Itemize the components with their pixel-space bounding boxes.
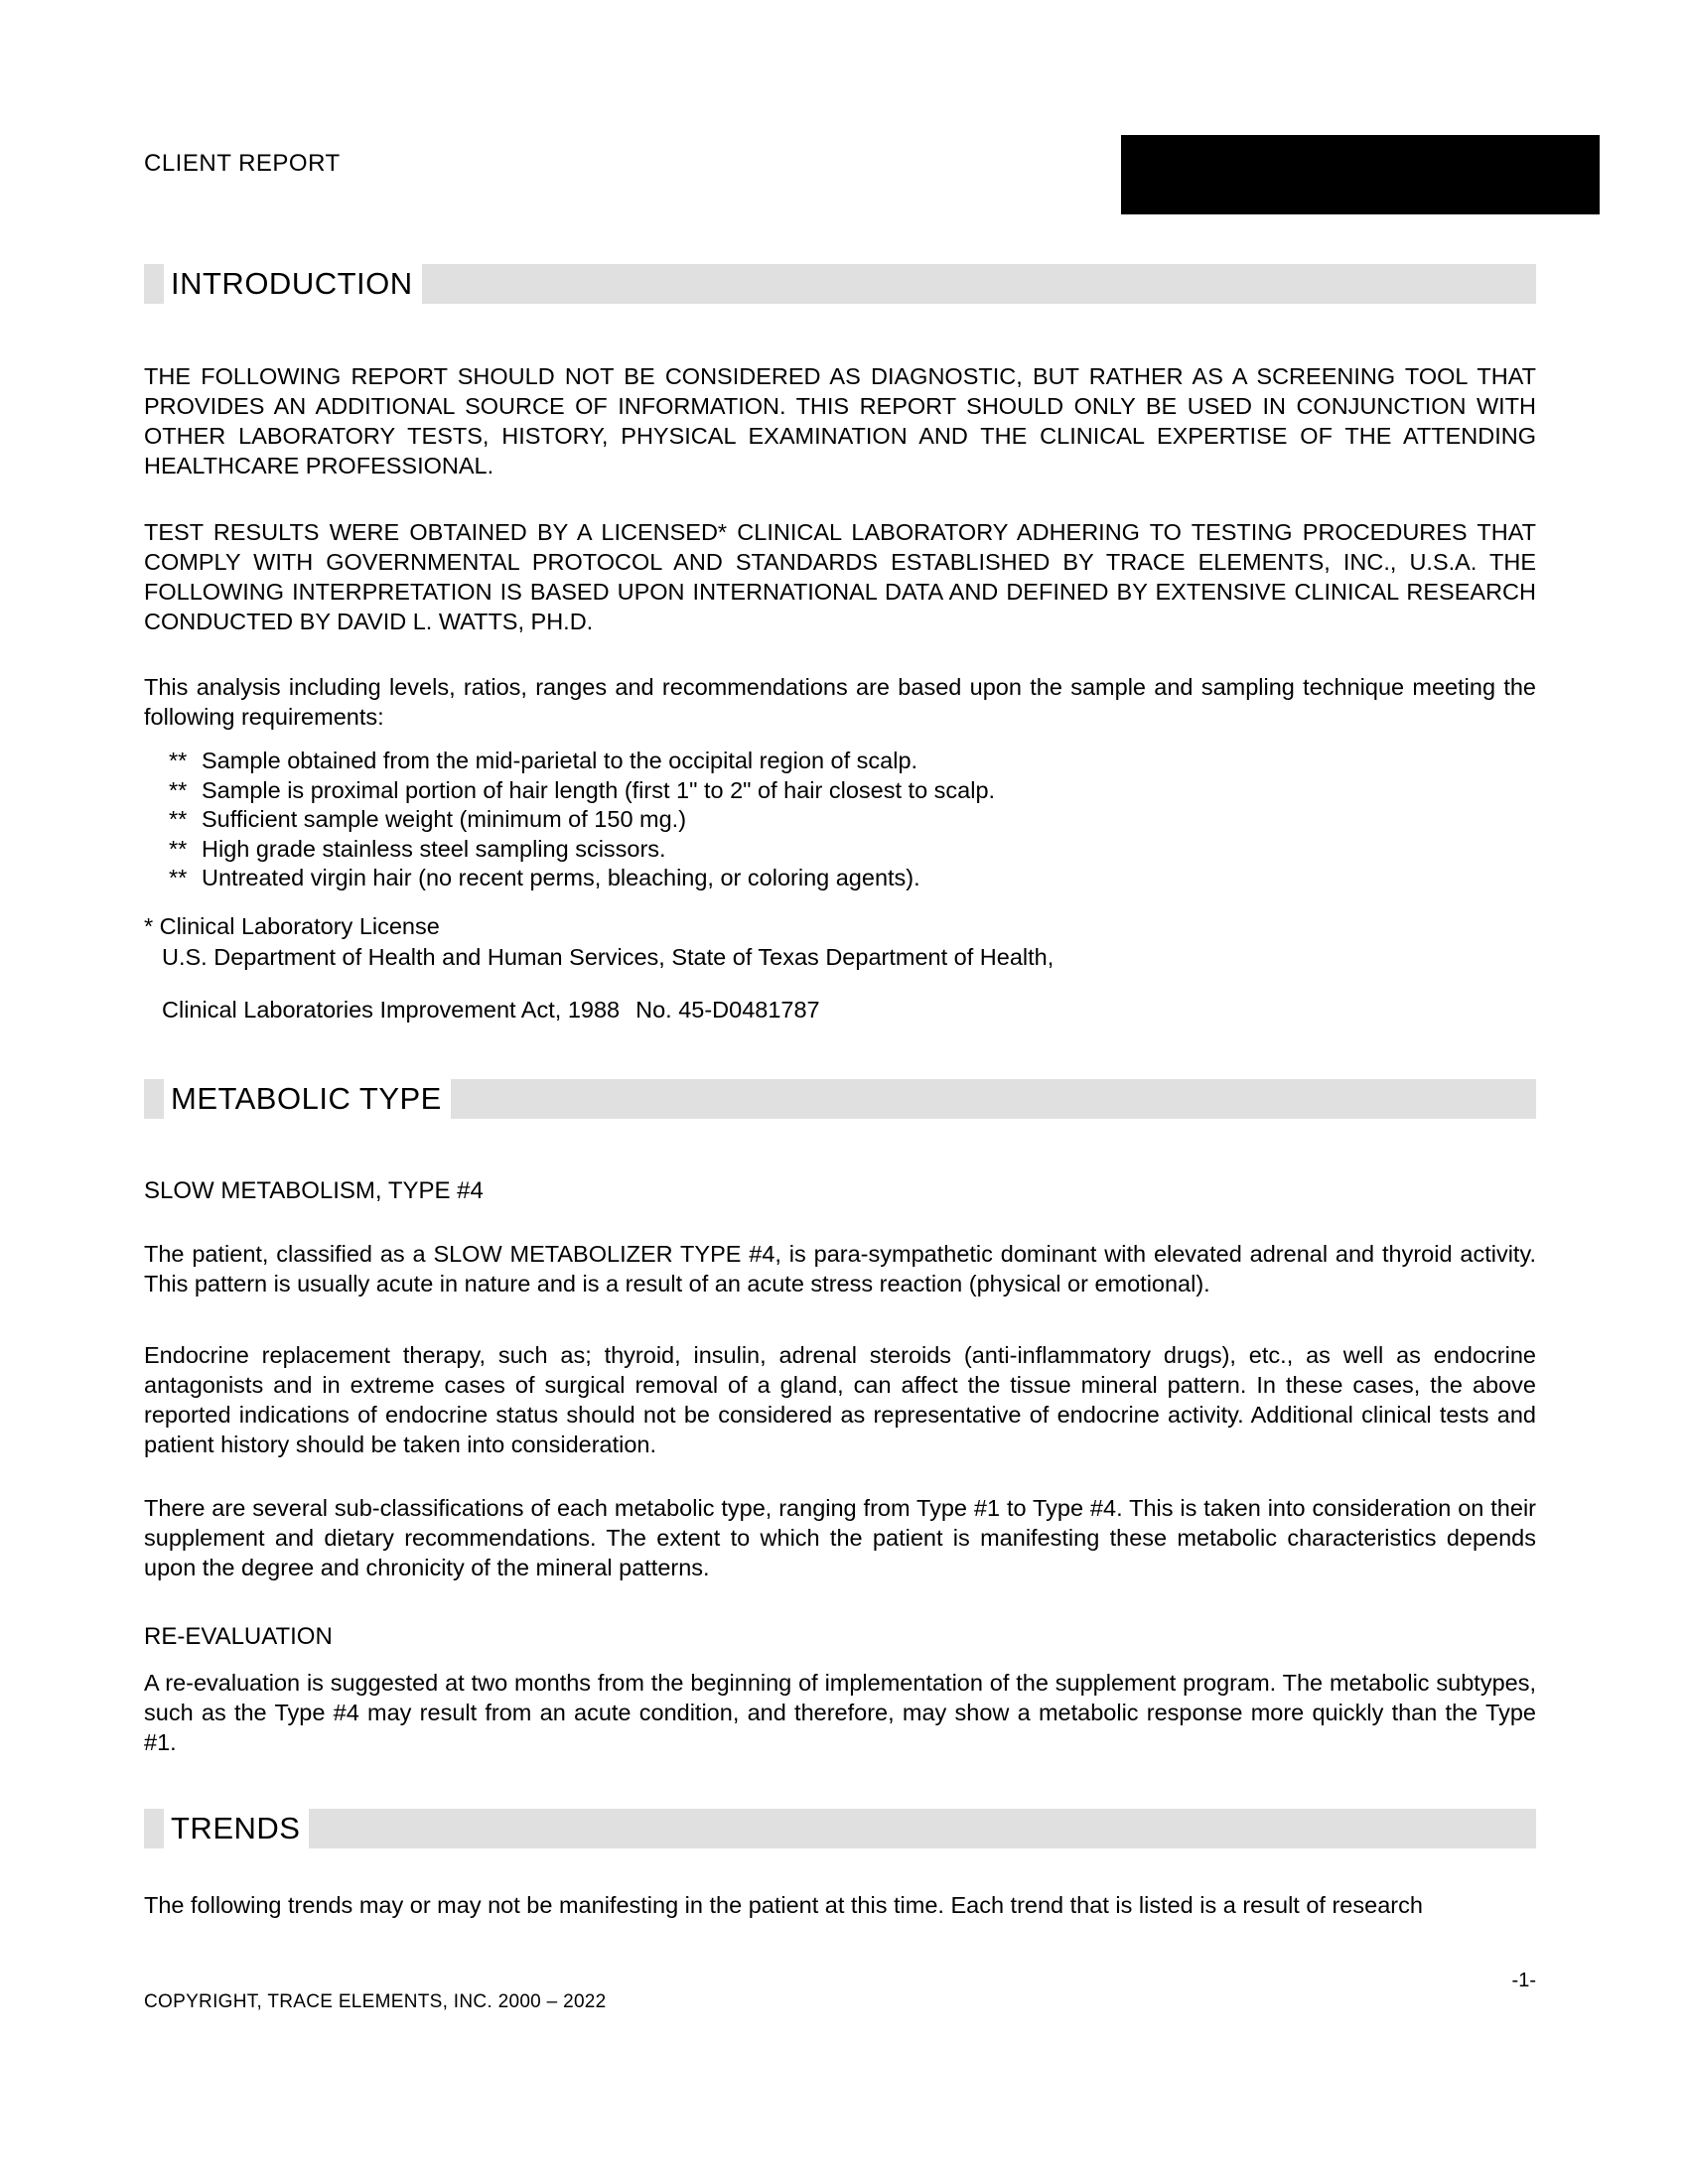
list-item <box>144 835 1536 865</box>
section-header-metabolic-type <box>144 1079 1536 1119</box>
footnote-license-clia <box>144 995 1554 1024</box>
bullet-marker: ** <box>169 835 188 862</box>
paragraph: A re-evaluation is suggested at two months from the beginning of implementation of the supplement program. The metabolic subtypes, such as the Type #4 may result from an acute condition, and therefore, may show a metabolic response more quickly than the Type #1. <box>144 1670 1536 1755</box>
list-item <box>144 776 1536 806</box>
requirements-list <box>144 747 1536 893</box>
section-bar-fill <box>451 1079 1536 1119</box>
section-header-trends <box>144 1809 1536 1848</box>
paragraph: THE FOLLOWING REPORT SHOULD NOT BE CONSIDERED AS DIAGNOSTIC, BUT RATHER AS A SCREENING TOOL THAT PROVIDES AN ADDITIONAL SOURCE OF INFORMATION. THIS REPORT SHOULD ONLY BE USED IN CONJUNCTION WITH OTHER LABORATORY TESTS, HISTORY, PHYSICAL EXAMINATION AND THE CLINICAL EXPERTISE OF THE ATTENDING HEALTHCARE PROFESSIONAL. <box>144 363 1536 478</box>
re-evaluation-heading: RE-EVALUATION <box>144 1623 333 1650</box>
footnote-clia-act: Clinical Laboratories Improvement Act, 1988 <box>162 997 621 1023</box>
section-bar-fill <box>422 264 1536 304</box>
section-header-introduction <box>144 264 1536 304</box>
paragraph: The following trends may or may not be manifesting in the patient at this time. Each trend that is listed is a result of research <box>144 1892 1423 1918</box>
list-item-text: Sample obtained from the mid-parietal to the occipital region of scalp. <box>202 748 918 773</box>
list-item <box>144 805 1536 835</box>
footnote-license-agency: U.S. Department of Health and Human Services, State of Texas Department of Health, <box>162 944 1055 970</box>
paragraph: There are several sub-classifications of each metabolic type, ranging from Type #1 to Type #4. This is taken into consideration on their supplement and dietary recommendations. The extent to which the patient is manifesting these metabolic characteristics depends upon the degree and chronicity of the mineral patterns. <box>144 1495 1536 1580</box>
bullet-marker: ** <box>169 806 188 832</box>
section-title: INTRODUCTION <box>164 264 422 304</box>
list-item-text: Sample is proximal portion of hair length (first 1" to 2" of hair closest to scalp. <box>202 776 996 803</box>
list-item <box>144 864 1536 893</box>
section-bar-lead-square <box>144 1809 164 1848</box>
paragraph: Endocrine replacement therapy, such as; thyroid, insulin, adrenal steroids (anti-inflammatory drugs), etc., as well as endocrine antagonists and in extreme cases of surgical removal of a gland, can affect the tissue mineral pattern. In these cases, the above reported indications of endocrine status should not be considered as representative of endocrine activity. Additional clinical tests and patient history should be taken into consideration. <box>144 1342 1536 1457</box>
list-item-text: Sufficient sample weight (minimum of 150 mg.) <box>202 806 687 832</box>
page-number: -1- <box>1511 1970 1536 1991</box>
footnote-license-title: * Clinical Laboratory License <box>144 913 440 939</box>
section-bar-lead-square <box>144 264 164 304</box>
footnote-clia-number: No. 45-D0481787 <box>635 997 820 1023</box>
list-item <box>144 747 1536 776</box>
bullet-marker: ** <box>169 776 188 803</box>
paragraph: TEST RESULTS WERE OBTAINED BY A LICENSED* CLINICAL LABORATORY ADHERING TO TESTING PROCEDURES THAT COMPLY WITH GOVERNMENTAL PROTOCOL AND STANDARDS ESTABLISHED BY TRACE ELEMENTS, INC., U.S.A. THE FOLLOWING INTERPRETATION IS BASED UPON INTERNATIONAL DATA AND DEFINED BY EXTENSIVE CLINICAL RESEARCH CONDUCTED BY DAVID L. WATTS, PH.D. <box>144 519 1536 634</box>
section-title: METABOLIC TYPE <box>164 1079 451 1119</box>
footer-copyright: COPYRIGHT, TRACE ELEMENTS, INC. 2000 – 2022 <box>144 1991 607 2012</box>
bullet-marker: ** <box>169 865 188 890</box>
document-title: CLIENT REPORT <box>144 150 341 177</box>
section-title: TRENDS <box>164 1809 309 1848</box>
list-item-text: Untreated virgin hair (no recent perms, bleaching, or coloring agents). <box>202 865 920 890</box>
paragraph: The patient, classified as a SLOW METABOLIZER TYPE #4, is para-sympathetic dominant with elevated adrenal and thyroid activity. This pattern is usually acute in nature and is a result of an acute stress reaction (physical or emotional). <box>144 1241 1536 1297</box>
metabolic-type-subtitle: SLOW METABOLISM, TYPE #4 <box>144 1177 484 1204</box>
section-bar-lead-square <box>144 1079 164 1119</box>
bullet-marker: ** <box>169 748 188 773</box>
paragraph: This analysis including levels, ratios, ranges and recommendations are based upon the sample and sampling technique meeting the following requirements: <box>144 674 1536 730</box>
redacted-patient-info-box <box>1121 135 1600 214</box>
section-bar-fill <box>309 1809 1536 1848</box>
list-item-text: High grade stainless steel sampling scissors. <box>202 835 666 862</box>
